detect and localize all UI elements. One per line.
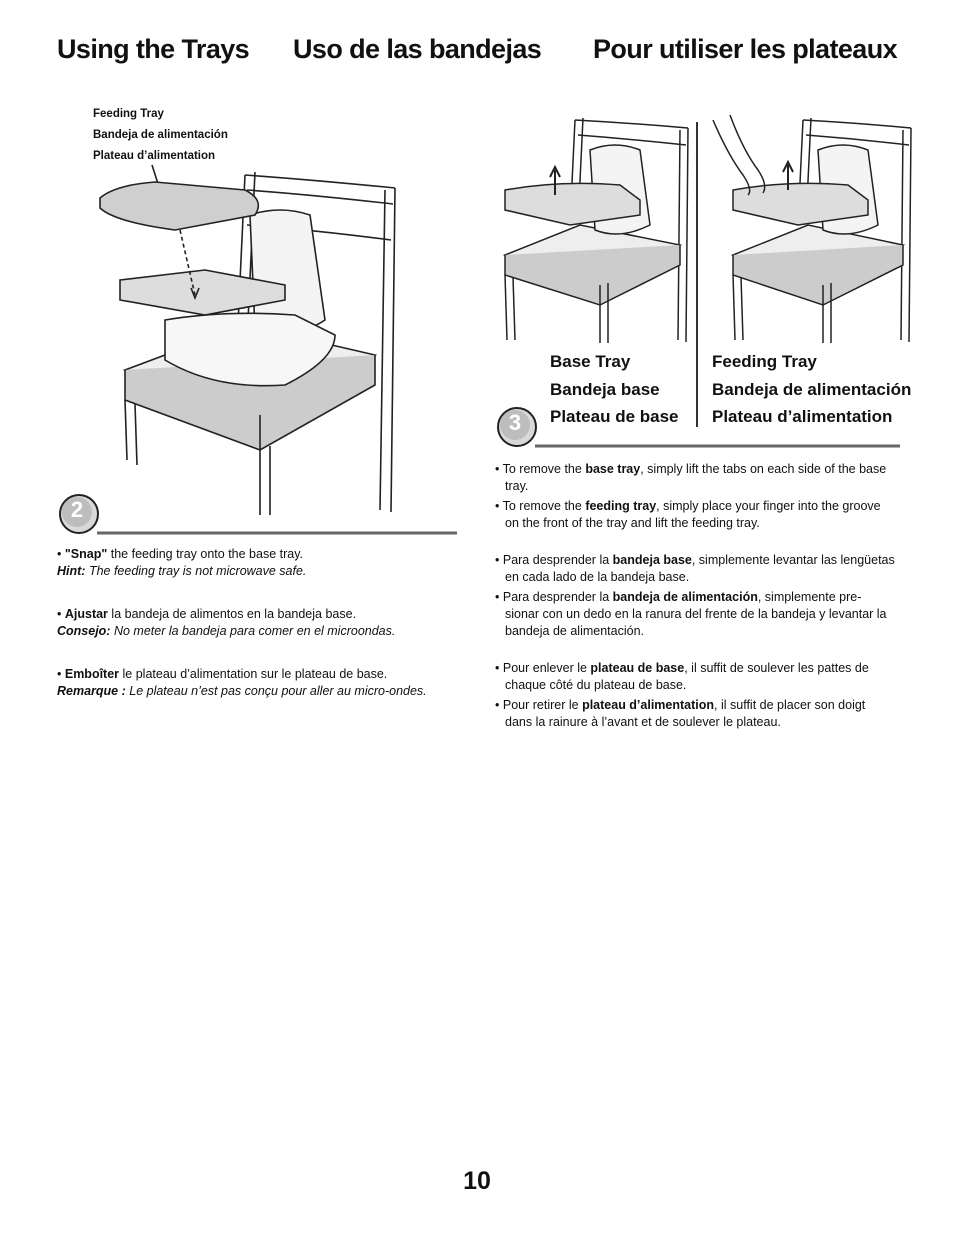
step2-fr: • Emboîter le plateau d’alimentation sur le plateau de base. Remarque : Le plateau n’est pas conçu pour aller au micro-ondes. [57, 667, 427, 698]
step3-divider [696, 122, 698, 427]
step3-left-illustration [500, 115, 690, 345]
label-en: Feeding Tray [93, 108, 164, 120]
step3-right-caption: Feeding Tray Bandeja de alimentación Plateau d’alimentation [712, 352, 912, 426]
step3-en: • To remove the base tray, simply lift the tabs on each side of the base tray. • To remove the feeding tray, simply place your finger into the groove on the front of the tray and lift the feeding tray. [495, 462, 887, 530]
step3-right-illustration [708, 115, 913, 345]
header-fr: Pour utiliser les plateaux [593, 34, 898, 64]
step2-es: • Ajustar la bandeja de alimentos en la bandeja base. Consejo: No meter la bandeja para comer en el microondas. [57, 607, 396, 638]
step2-en: • "Snap" the feeding tray onto the base tray. Hint: The feeding tray is not microwave safe. [57, 547, 307, 578]
label-fr: Plateau d’alimentation [93, 150, 216, 162]
step3-number: 3 [508, 410, 522, 435]
step2-text [57, 546, 467, 700]
step3-marker [495, 405, 900, 449]
feeding-tray-labels [93, 104, 228, 167]
step2-marker [57, 492, 457, 536]
header-en: Using the Trays [57, 34, 250, 64]
step2-number: 2 [70, 497, 84, 522]
step3-left-caption: Base Tray Bandeja base Plateau de base [550, 352, 679, 426]
step3-es: • Para desprender la bandeja base, simplemente levantar las lengüetas en cada lado de la bandeja base. • Para desprender la bandeja de alimentación, simplemente pre-sionar con un dedo en la ranura del frente de la bandeja y levantar la bandeja de alimentación. [495, 553, 895, 638]
step3-fr: • Pour enlever le plateau de base, il suffit de soulever les pattes de chaque côté du plateau de base. • Pour retirer le plateau d’alimentation, il suffit de placer son doigt dans la rainure à l’avant et de soulever le plateau. [495, 661, 869, 729]
label-es: Bandeja de alimentación [93, 129, 228, 141]
header-es: Uso de las bandejas [293, 34, 542, 64]
page-number: 10 [463, 1167, 491, 1195]
step2-illustration [95, 160, 405, 520]
step3-text [495, 461, 895, 731]
